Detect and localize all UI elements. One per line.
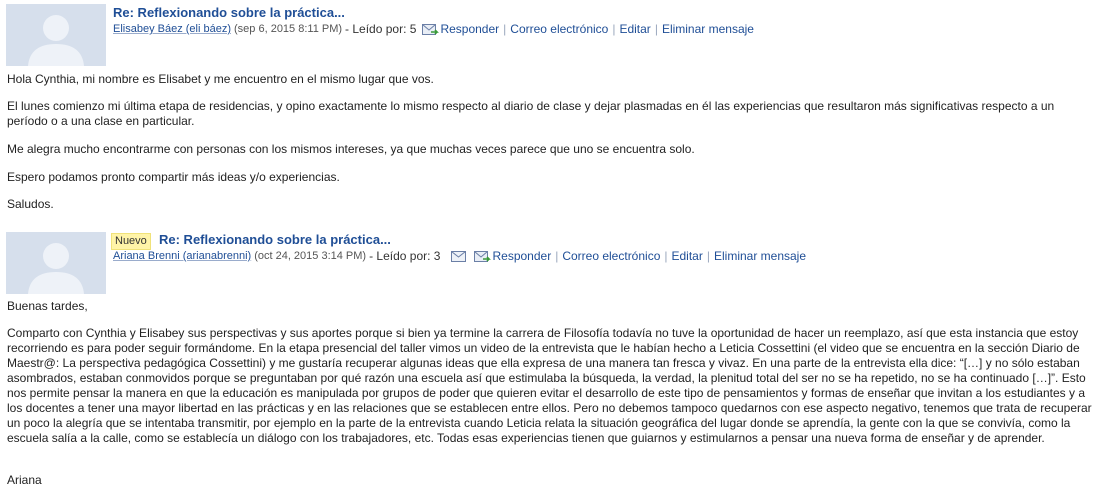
post-paragraph: El lunes comienzo mi última etapa de residencias, y opino exactamente lo mismo respecto al diario de clase y dejar plasmadas en él las experiencias que resultaron más significativas respecto a un período o a una clase en particular. — [7, 99, 1055, 128]
edit-link[interactable]: Editar — [619, 22, 651, 36]
post-meta — [113, 249, 806, 263]
separator: | — [555, 249, 559, 263]
reply-mail-icon[interactable] — [422, 23, 439, 36]
author-link[interactable]: Ariana Brenni (arianabrenni) — [113, 250, 252, 262]
author-link[interactable]: Elisabey Báez (eli báez) — [113, 23, 232, 35]
separator: | — [664, 249, 668, 263]
post-title-link[interactable]: Re: Reflexionando sobre la práctica... — [159, 232, 391, 247]
post-paragraph: Buenas tardes, — [7, 299, 88, 313]
reply-link[interactable]: Responder — [440, 22, 500, 36]
delete-link[interactable]: Eliminar mensaje — [661, 22, 754, 36]
post-paragraph: Me alegra mucho encontrarme con personas con los mismos intereses, ya que muchas veces parece que uno se encuentra solo. — [7, 142, 695, 156]
post-paragraph: Ariana — [7, 473, 42, 487]
email-link[interactable]: Correo electrónico — [510, 22, 609, 36]
read-count: - Leído por: 3 — [369, 249, 441, 263]
reply-mail-icon[interactable] — [474, 250, 491, 263]
mail-icon[interactable] — [450, 250, 467, 263]
default-avatar-icon — [6, 232, 106, 294]
post-paragraph: Saludos. — [7, 197, 54, 211]
email-link[interactable]: Correo electrónico — [562, 249, 661, 263]
post-paragraph: Hola Cynthia, mi nombre es Elisabet y me encuentro en el mismo lugar que vos. — [7, 72, 434, 86]
edit-link[interactable]: Editar — [671, 249, 703, 263]
post-date: (oct 24, 2015 3:14 PM) — [254, 250, 367, 262]
separator: | — [654, 22, 658, 36]
post-meta — [113, 22, 754, 36]
new-badge: Nuevo — [111, 233, 151, 250]
separator: | — [503, 22, 507, 36]
avatar — [6, 4, 106, 66]
default-avatar-icon — [6, 4, 106, 66]
read-count: - Leído por: 5 — [345, 22, 417, 36]
separator: | — [706, 249, 710, 263]
avatar — [6, 232, 106, 294]
post-date: (sep 6, 2015 8:11 PM) — [234, 23, 343, 35]
delete-link[interactable]: Eliminar mensaje — [713, 249, 807, 263]
reply-link[interactable]: Responder — [492, 249, 552, 263]
post-paragraph: Espero podamos pronto compartir más ideas y/o experiencias. — [7, 170, 340, 184]
separator: | — [612, 22, 616, 36]
post-title-link[interactable]: Re: Reflexionando sobre la práctica... — [113, 5, 345, 20]
post-paragraph: Comparto con Cynthia y Elisabey sus perspectivas y sus aportes porque si bien ya termine la carrera de Filosofía todavía no tuve la oportunidad de hacer un reemplazo, así que esta instancia que estoy recorriendo es para poder seguir formándome. En la etapa presencial del taller vimos un video de la entrevista que le habían hecho a Leticia Cossettini (el video que se encuentra en la sección Diario de Maestr@: La perspectiva pedagógica Cossettini) y me gustaría recuperar algunas ideas que ella expresa de una manera tan fresca y vivaz. En una parte de la entrevista ella dice: “[…] y no sólo estaban asombrados, estaban conmovidos porque se preguntaban por qué razón una escuela así que estimulaba la búsqueda, la verdad, la plenitud total del ser no se ha repetido, no se ha continuado […]”. Esto nos permite pensar la manera en que la educación es manipulada por grupos de poder que quieren evitar el desarrollo de este tipo de pensamientos y formas de enseñar que invitan a los estudiantes y a los docentes a tener una mayor libertad en las prácticas y en las relaciones que se establecen entre ellos. Pero no debemos tampoco quedarnos con ese aspecto negativo, tenemos que trata de recuperar un poco la alegría que se intentaba transmitir, por ejemplo en la parte de la entrevista cuando Leticia relata la situación geográfica del lugar donde se aprendía, la gente con la que se convivía, como la escuela salía a la calle, como se establecía un diálogo con los trabajadores, etc. Todas esas experiencias tienen que guiarnos y estimularnos a pensar una nueva forma de enseñar y de aprender. — [7, 326, 1092, 445]
